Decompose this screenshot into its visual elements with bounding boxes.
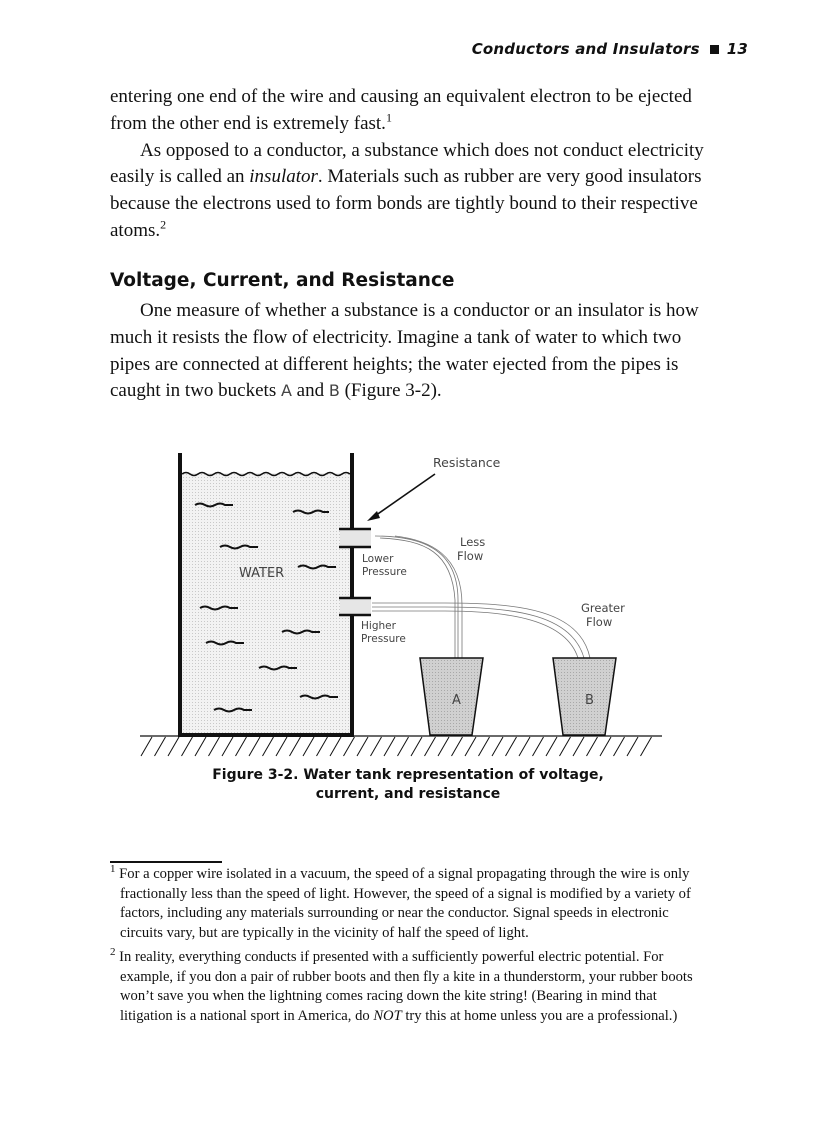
hatch-mark xyxy=(384,737,395,756)
running-header xyxy=(472,40,748,58)
text: litigation is a national sport in America, do xyxy=(120,1007,374,1024)
text-line xyxy=(110,218,720,245)
text: try this at home unless you are a professional.) xyxy=(401,1007,678,1024)
text-line: pipes are connected at different heights; the water ejected from the pipes is xyxy=(110,353,679,375)
text: (Figure 3-2). xyxy=(339,380,442,402)
text-line xyxy=(110,164,720,191)
water-tank xyxy=(180,453,352,735)
hatch-mark xyxy=(438,737,449,756)
higher-pressure-label: Pressure xyxy=(361,633,406,645)
text: and xyxy=(291,380,329,402)
hatch-mark xyxy=(492,737,503,756)
hatch-mark xyxy=(573,737,584,756)
water-tank-figure xyxy=(0,440,816,760)
text: easily is called an xyxy=(110,166,250,188)
hatch-mark xyxy=(303,737,314,756)
hatch-mark xyxy=(371,737,382,756)
hatch-mark xyxy=(263,737,274,756)
bucket-a xyxy=(420,658,483,735)
hatch-mark xyxy=(195,737,206,756)
lower-pressure-label: Pressure xyxy=(362,566,407,578)
greater-flow-label: Greater xyxy=(581,601,625,615)
text-line xyxy=(110,378,720,405)
page-number: 13 xyxy=(726,40,748,58)
hatch-mark xyxy=(533,737,544,756)
paragraph-3 xyxy=(110,298,720,405)
water-label: WATER xyxy=(239,566,285,581)
hatch-mark xyxy=(209,737,220,756)
paragraph-1 xyxy=(110,84,720,245)
section-heading: Voltage, Current, and Resistance xyxy=(110,270,455,291)
hatch-mark xyxy=(330,737,341,756)
running-title: Conductors and Insulators xyxy=(471,40,700,58)
text-line: example, if you don a pair of rubber boots and then fly a kite in a thunderstorm, your rubber boots xyxy=(120,968,693,985)
text-line xyxy=(110,948,693,968)
text-line: fractionally less than the speed of light. However, the speed of a signal is modified by a variety of xyxy=(120,885,691,902)
square-bullet-icon xyxy=(710,45,719,54)
higher-pressure-label: Higher xyxy=(361,620,396,632)
text-line: One measure of whether a substance is a conductor or an insulator is how xyxy=(140,300,699,321)
footnote-ref[interactable]: 1 xyxy=(385,110,392,125)
bucket-b-ref: B xyxy=(328,381,340,401)
text-line: because the electrons used to form bonds are tightly bound to their respective xyxy=(110,193,698,215)
text-line: As opposed to a conductor, a substance which does not conduct electricity xyxy=(140,139,704,161)
hatch-mark xyxy=(627,737,638,756)
text-line: much it resists the flow of electricity. Imagine a tank of water to which two xyxy=(110,326,682,348)
text: . Materials such as rubber are very good insulators xyxy=(317,166,702,188)
bucket-a-label: A xyxy=(452,693,461,708)
hatch-mark xyxy=(641,737,652,756)
caption-line: current, and resistance xyxy=(315,786,501,802)
footnote-number: 2 xyxy=(110,946,116,959)
hatch-mark xyxy=(249,737,260,756)
text-line xyxy=(110,1007,693,1027)
footnote-2 xyxy=(110,948,693,1026)
hatch-mark xyxy=(560,737,571,756)
hatch-mark xyxy=(546,737,557,756)
footnote-ref[interactable]: 2 xyxy=(160,217,167,232)
emphasis: insulator xyxy=(249,166,318,188)
caption-line: Figure 3-2. Water tank representation of voltage, xyxy=(212,767,604,783)
figure-caption xyxy=(0,766,816,804)
text-line: factors, including any materials surrounding or near the conductor. Signal speeds in electronic xyxy=(120,905,669,922)
hatch-mark xyxy=(614,737,625,756)
resistance-annotation xyxy=(367,455,501,521)
bucket-a-ref: A xyxy=(280,381,292,401)
hatch-mark xyxy=(452,737,463,756)
hatch-mark xyxy=(155,737,166,756)
hatch-mark xyxy=(398,737,409,756)
hatch-mark xyxy=(600,737,611,756)
less-flow-label: Less xyxy=(460,535,486,549)
hatch-mark xyxy=(425,737,436,756)
less-flow-label: Flow xyxy=(457,549,484,563)
hatch-mark xyxy=(222,737,233,756)
footnote-number: 1 xyxy=(110,863,116,876)
emphasis: NOT xyxy=(373,1007,402,1024)
footnote-divider xyxy=(110,861,222,863)
text-line: circuits vary, but are typically in the vicinity of half the speed of light. xyxy=(120,924,529,941)
hatch-mark xyxy=(141,737,152,756)
hatch-mark xyxy=(182,737,193,756)
hatch-mark xyxy=(276,737,287,756)
greater-flow-label: Flow xyxy=(586,615,613,629)
hatch-mark xyxy=(290,737,301,756)
text-line: entering one end of the wire and causing an equivalent electron to be ejected xyxy=(110,86,692,107)
bucket-b xyxy=(553,658,616,735)
text: For a copper wire isolated in a vacuum, the speed of a signal propagating through the wire is only xyxy=(119,866,690,882)
hatch-mark xyxy=(344,737,355,756)
text: caught in two buckets xyxy=(110,380,281,402)
hatch-mark xyxy=(236,737,247,756)
hatch-mark xyxy=(519,737,530,756)
hatch-mark xyxy=(357,737,368,756)
hatch-mark xyxy=(317,737,328,756)
hatch-mark xyxy=(587,737,598,756)
bucket-b-label: B xyxy=(585,693,594,708)
hatch-mark xyxy=(411,737,422,756)
resistance-label: Resistance xyxy=(433,455,501,470)
text: In reality, everything conducts if presented with a sufficiently powerful electric potential. For xyxy=(119,949,664,965)
ground xyxy=(140,736,662,756)
lower-pressure-label: Lower xyxy=(362,553,394,565)
footnote-1 xyxy=(110,865,691,943)
hatch-mark xyxy=(506,737,517,756)
hatch-mark xyxy=(479,737,490,756)
text-line xyxy=(110,111,720,138)
text-line: won’t save you when the lightning comes racing down the kite string! (Bearing in mind that xyxy=(120,988,657,1005)
text: from the other end is extremely fast. xyxy=(110,112,386,134)
hatch-mark xyxy=(465,737,476,756)
text-line xyxy=(110,865,691,885)
text: atoms. xyxy=(110,219,161,241)
hatch-mark xyxy=(168,737,179,756)
